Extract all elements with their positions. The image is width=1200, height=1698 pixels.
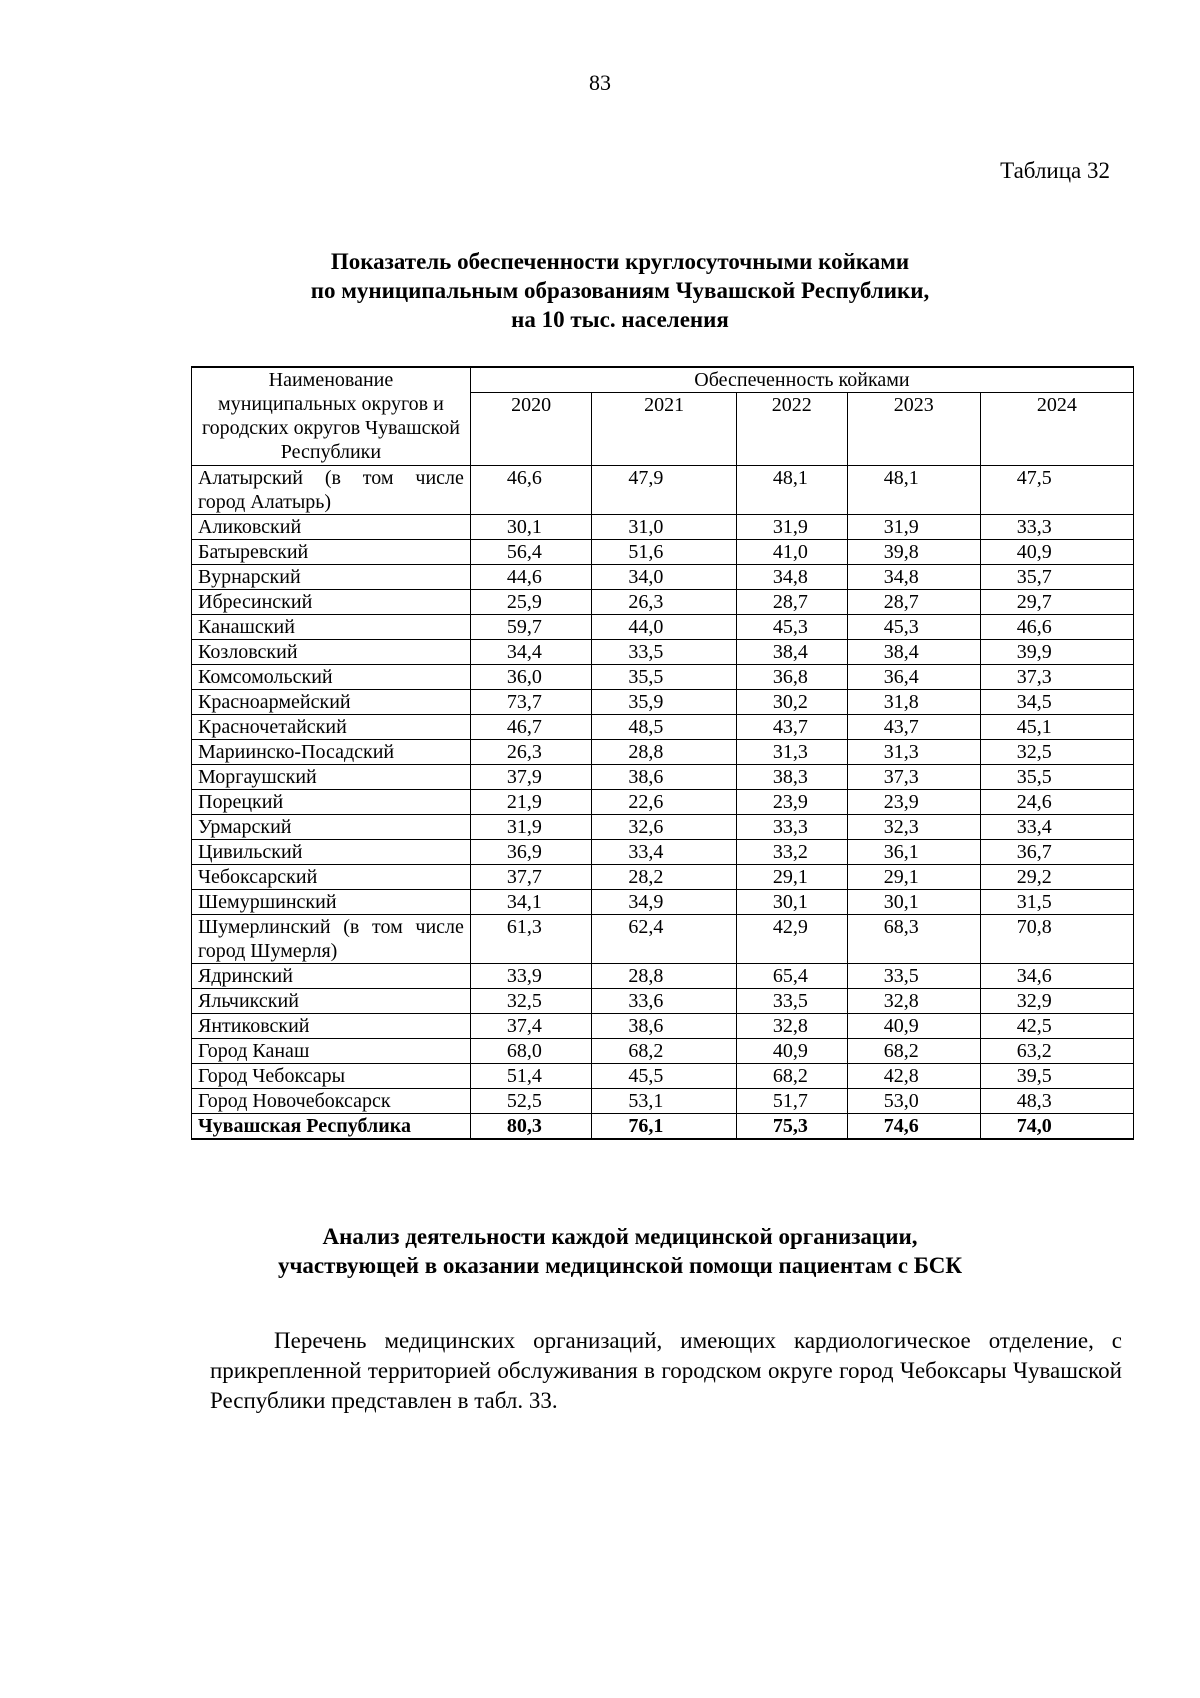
municipality-name: Комсомольский [192, 665, 471, 690]
bed-supply-value: 39,5 [980, 1064, 1133, 1089]
municipality-name: Яльчикский [192, 989, 471, 1014]
bed-supply-value: 39,9 [980, 640, 1133, 665]
bed-supply-value: 34,4 [470, 640, 591, 665]
bed-supply-value: 34,5 [980, 690, 1133, 715]
bed-supply-value: 32,5 [470, 989, 591, 1014]
page-number: 83 [589, 70, 611, 95]
bed-supply-value: 45,3 [736, 615, 847, 640]
table-row [192, 989, 1134, 1014]
table-row [192, 964, 1134, 989]
bed-supply-value: 40,9 [980, 540, 1133, 565]
table-row [192, 790, 1134, 815]
table-row [192, 1064, 1134, 1089]
bed-supply-value: 32,6 [592, 815, 737, 840]
bed-supply-value: 68,3 [847, 915, 980, 964]
bed-supply-value: 33,5 [847, 964, 980, 989]
bed-supply-value: 36,8 [736, 665, 847, 690]
section-heading-line: участвующей в оказании медицинской помощи пациентам с БСК [277, 1253, 963, 1278]
bed-supply-value: 31,8 [847, 690, 980, 715]
table-row [192, 1014, 1134, 1039]
bed-supply-value: 74,0 [980, 1114, 1133, 1140]
bed-supply-value: 38,6 [592, 765, 737, 790]
bed-supply-value: 35,9 [592, 690, 737, 715]
name-column-header: Наименование муниципальных округов и городских округов Чувашской Республики [192, 367, 471, 466]
municipality-name: Батыревский [192, 540, 471, 565]
year-header: 2023 [847, 393, 980, 466]
bed-supply-value: 44,6 [470, 565, 591, 590]
bed-supply-value: 45,1 [980, 715, 1133, 740]
bed-supply-value: 43,7 [736, 715, 847, 740]
bed-supply-value: 44,0 [592, 615, 737, 640]
bed-supply-value: 30,2 [736, 690, 847, 715]
table-row [192, 765, 1134, 790]
bed-supply-value: 37,7 [470, 865, 591, 890]
bed-supply-value: 65,4 [736, 964, 847, 989]
bed-supply-value: 38,3 [736, 765, 847, 790]
bed-supply-value: 29,1 [847, 865, 980, 890]
table-row [192, 466, 1134, 515]
bed-supply-value: 37,3 [980, 665, 1133, 690]
municipality-name: Порецкий [192, 790, 471, 815]
bed-supply-value: 59,7 [470, 615, 591, 640]
table-header-row [192, 367, 1134, 393]
body-paragraph: Перечень медицинских организаций, имеющих кардиологическое отделение, с прикрепленной территорией обслуживания в городском округе город Чебоксары Чувашской Республики представлен в табл. 33. [210, 1328, 1122, 1413]
bed-supply-value: 36,0 [470, 665, 591, 690]
bed-supply-value: 48,5 [592, 715, 737, 740]
bed-supply-value: 42,9 [736, 915, 847, 964]
bed-supply-value: 46,7 [470, 715, 591, 740]
table-title-line: Показатель обеспеченности круглосуточными койками [330, 249, 910, 274]
bed-supply-value: 36,9 [470, 840, 591, 865]
bed-supply-value: 32,8 [847, 989, 980, 1014]
bed-supply-value: 39,8 [847, 540, 980, 565]
bed-supply-table [191, 366, 1134, 1140]
table-row [192, 540, 1134, 565]
table-row [192, 740, 1134, 765]
bed-supply-value: 29,7 [980, 590, 1133, 615]
bed-supply-value: 24,6 [980, 790, 1133, 815]
municipality-name: Чувашская Республика [192, 1114, 471, 1140]
bed-supply-value: 34,8 [847, 565, 980, 590]
bed-supply-value: 47,5 [980, 466, 1133, 515]
bed-supply-value: 42,5 [980, 1014, 1133, 1039]
bed-supply-value: 31,3 [736, 740, 847, 765]
bed-supply-value: 38,4 [736, 640, 847, 665]
municipality-name: Алатырский (в том числе город Алатырь) [192, 466, 471, 515]
municipality-name: Цивильский [192, 840, 471, 865]
bed-supply-value: 31,0 [592, 515, 737, 540]
bed-supply-value: 33,2 [736, 840, 847, 865]
bed-supply-value: 40,9 [736, 1039, 847, 1064]
bed-supply-value: 32,9 [980, 989, 1133, 1014]
bed-supply-value: 21,9 [470, 790, 591, 815]
municipality-name: Ибресинский [192, 590, 471, 615]
municipality-name: Янтиковский [192, 1014, 471, 1039]
bed-supply-value: 70,8 [980, 915, 1133, 964]
bed-supply-value: 46,6 [980, 615, 1133, 640]
bed-supply-value: 30,1 [847, 890, 980, 915]
bed-supply-value: 32,8 [736, 1014, 847, 1039]
bed-supply-value: 33,4 [980, 815, 1133, 840]
bed-supply-value: 30,1 [736, 890, 847, 915]
bed-supply-value: 30,1 [470, 515, 591, 540]
bed-supply-value: 31,5 [980, 890, 1133, 915]
bed-supply-value: 33,6 [592, 989, 737, 1014]
municipality-name: Красноармейский [192, 690, 471, 715]
bed-supply-value: 28,2 [592, 865, 737, 890]
bed-supply-value: 23,9 [847, 790, 980, 815]
bed-supply-value: 68,2 [592, 1039, 737, 1064]
municipality-name: Чебоксарский [192, 865, 471, 890]
municipality-name: Канашский [192, 615, 471, 640]
bed-supply-value: 25,9 [470, 590, 591, 615]
bed-supply-value: 37,9 [470, 765, 591, 790]
bed-supply-value: 68,0 [470, 1039, 591, 1064]
municipality-name: Аликовский [192, 515, 471, 540]
bed-supply-value: 36,1 [847, 840, 980, 865]
bed-supply-value: 34,1 [470, 890, 591, 915]
bed-supply-value: 36,4 [847, 665, 980, 690]
bed-supply-value: 23,9 [736, 790, 847, 815]
bed-supply-value: 41,0 [736, 540, 847, 565]
bed-supply-value: 61,3 [470, 915, 591, 964]
bed-supply-value: 74,6 [847, 1114, 980, 1140]
bed-supply-value: 42,8 [847, 1064, 980, 1089]
municipality-name: Урмарский [192, 815, 471, 840]
bed-supply-value: 29,2 [980, 865, 1133, 890]
bed-supply-value: 63,2 [980, 1039, 1133, 1064]
bed-supply-value: 33,4 [592, 840, 737, 865]
bed-supply-value: 45,3 [847, 615, 980, 640]
table-row [192, 1039, 1134, 1064]
bed-supply-value: 32,5 [980, 740, 1133, 765]
bed-supply-value: 31,3 [847, 740, 980, 765]
bed-supply-value: 37,3 [847, 765, 980, 790]
bed-supply-value: 28,8 [592, 740, 737, 765]
bed-supply-value: 38,6 [592, 1014, 737, 1039]
bed-supply-value: 40,9 [847, 1014, 980, 1039]
bed-supply-value: 28,8 [592, 964, 737, 989]
bed-supply-value: 52,5 [470, 1089, 591, 1114]
bed-supply-value: 26,3 [470, 740, 591, 765]
bed-supply-value: 75,3 [736, 1114, 847, 1140]
bed-supply-value: 73,7 [470, 690, 591, 715]
table-row [192, 865, 1134, 890]
table-row [192, 515, 1134, 540]
table-row [192, 715, 1134, 740]
table-row [192, 615, 1134, 640]
table-label: Таблица 32 [1000, 158, 1110, 183]
bed-supply-value: 34,8 [736, 565, 847, 590]
municipality-name: Шемуршинский [192, 890, 471, 915]
municipality-name: Город Канаш [192, 1039, 471, 1064]
table-row [192, 690, 1134, 715]
bed-supply-value: 56,4 [470, 540, 591, 565]
bed-supply-value: 29,1 [736, 865, 847, 890]
bed-supply-value: 51,6 [592, 540, 737, 565]
bed-supply-value: 33,3 [980, 515, 1133, 540]
bed-supply-value: 31,9 [736, 515, 847, 540]
table-row [192, 840, 1134, 865]
bed-supply-value: 76,1 [592, 1114, 737, 1140]
bed-supply-value: 38,4 [847, 640, 980, 665]
bed-supply-value: 33,9 [470, 964, 591, 989]
bed-supply-value: 34,9 [592, 890, 737, 915]
bed-supply-value: 34,6 [980, 964, 1133, 989]
table-row [192, 1089, 1134, 1114]
table-row [192, 890, 1134, 915]
bed-supply-value: 33,3 [736, 815, 847, 840]
bed-supply-value: 48,1 [847, 466, 980, 515]
bed-supply-value: 28,7 [736, 590, 847, 615]
bed-supply-value: 46,6 [470, 466, 591, 515]
bed-supply-value: 45,5 [592, 1064, 737, 1089]
bed-supply-value: 31,9 [847, 515, 980, 540]
bed-supply-value: 48,1 [736, 466, 847, 515]
bed-supply-value: 26,3 [592, 590, 737, 615]
bed-supply-value: 33,5 [736, 989, 847, 1014]
section-heading-line: Анализ деятельности каждой медицинской организации, [322, 1224, 918, 1249]
table-row [192, 565, 1134, 590]
bed-supply-group-header: Обеспеченность койками [470, 367, 1133, 393]
bed-supply-value: 37,4 [470, 1014, 591, 1039]
bed-supply-value: 43,7 [847, 715, 980, 740]
bed-supply-value: 68,2 [736, 1064, 847, 1089]
table-row [192, 590, 1134, 615]
year-header: 2024 [980, 393, 1133, 466]
municipality-name: Моргаушский [192, 765, 471, 790]
bed-supply-value: 51,4 [470, 1064, 591, 1089]
bed-supply-value: 34,0 [592, 565, 737, 590]
year-header: 2020 [470, 393, 591, 466]
table-total-row [192, 1114, 1134, 1140]
table-row [192, 640, 1134, 665]
bed-supply-value: 62,4 [592, 915, 737, 964]
bed-supply-value: 35,7 [980, 565, 1133, 590]
bed-supply-value: 53,1 [592, 1089, 737, 1114]
bed-supply-value: 33,5 [592, 640, 737, 665]
bed-supply-value: 35,5 [592, 665, 737, 690]
bed-supply-value: 32,3 [847, 815, 980, 840]
table-title-line: по муниципальным образованиям Чувашской Республики, [310, 278, 930, 303]
table-row [192, 915, 1134, 964]
municipality-name: Шумерлинский (в том числе город Шумерля) [192, 915, 471, 964]
municipality-name: Красночетайский [192, 715, 471, 740]
year-header: 2022 [736, 393, 847, 466]
municipality-name: Город Новочебоксарск [192, 1089, 471, 1114]
bed-supply-value: 28,7 [847, 590, 980, 615]
bed-supply-value: 80,3 [470, 1114, 591, 1140]
table-title-line: на 10 тыс. населения [511, 307, 729, 332]
table-row [192, 665, 1134, 690]
municipality-name: Ядринский [192, 964, 471, 989]
bed-supply-value: 31,9 [470, 815, 591, 840]
bed-supply-value: 68,2 [847, 1039, 980, 1064]
bed-supply-value: 47,9 [592, 466, 737, 515]
municipality-name: Вурнарский [192, 565, 471, 590]
section-heading [190, 1222, 1050, 1280]
municipality-name: Мариинско-Посадский [192, 740, 471, 765]
bed-supply-value: 53,0 [847, 1089, 980, 1114]
municipality-name: Город Чебоксары [192, 1064, 471, 1089]
bed-supply-value: 35,5 [980, 765, 1133, 790]
municipality-name: Козловский [192, 640, 471, 665]
table-title [190, 247, 1050, 334]
bed-supply-value: 22,6 [592, 790, 737, 815]
year-header: 2021 [592, 393, 737, 466]
bed-supply-value: 48,3 [980, 1089, 1133, 1114]
bed-supply-value: 51,7 [736, 1089, 847, 1114]
bed-supply-value: 36,7 [980, 840, 1133, 865]
table-row [192, 815, 1134, 840]
